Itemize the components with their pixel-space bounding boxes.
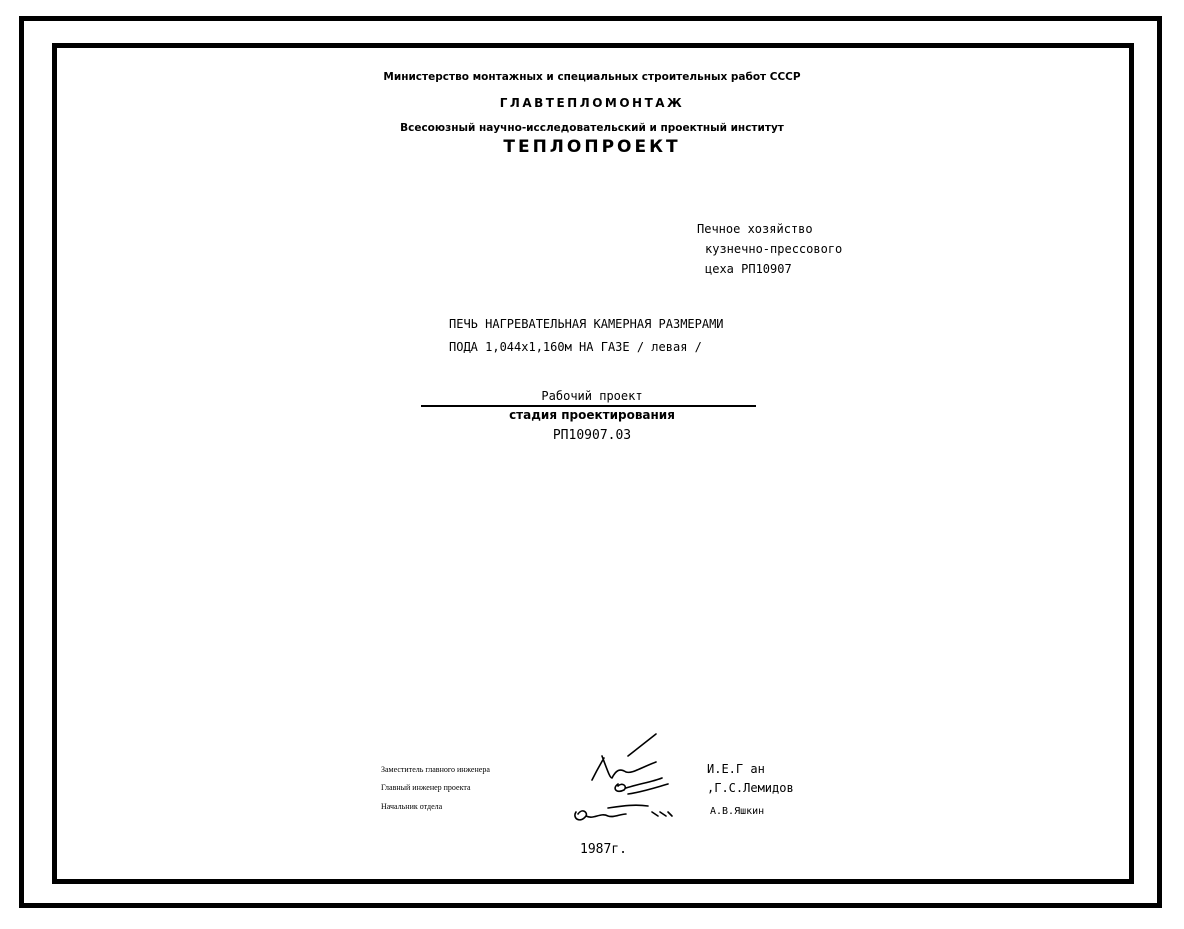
position-deputy-chief-engineer: Заместитель главного инженера	[381, 765, 490, 774]
document-year: 1987г.	[580, 842, 627, 857]
signatory-name-1: И.Е.Г ан	[707, 762, 765, 776]
position-department-head: Начальник отдела	[381, 802, 443, 811]
document-title-line-1: ПЕЧЬ НАГРЕВАТЕЛЬНАЯ КАМЕРНАЯ РАЗМЕРАМИ	[449, 317, 724, 331]
object-line-2: кузнечно-прессового	[705, 242, 843, 256]
position-chief-project-engineer: Главный инженер проекта	[381, 783, 471, 792]
trust-name: ГЛАВТЕПЛОМОНТАЖ	[499, 96, 685, 110]
ministry-line: Министерство монтажных и специальных строительных работ СССР	[383, 71, 801, 83]
institute-description: Всесоюзный научно-исследовательский и проектный институт	[400, 122, 784, 134]
document-code: РП10907.03	[552, 428, 632, 443]
stage-caption: стадия проектирования	[509, 408, 675, 422]
handwritten-signatures	[568, 728, 718, 828]
document-title-line-2: ПОДА 1,044х1,160м НА ГАЗЕ / левая /	[449, 340, 702, 354]
project-type: Рабочий проект	[541, 389, 643, 403]
object-line-3: цеха РП10907	[705, 262, 792, 276]
signatory-name-2: ,Г.С.Лемидов	[707, 781, 794, 795]
signatory-name-3: А.В.Яшкин	[710, 806, 765, 817]
object-line-1: Печное хозяйство	[697, 222, 813, 236]
institute-name: ТЕПЛОПРОЕКТ	[503, 137, 681, 157]
stage-underline	[421, 405, 756, 407]
